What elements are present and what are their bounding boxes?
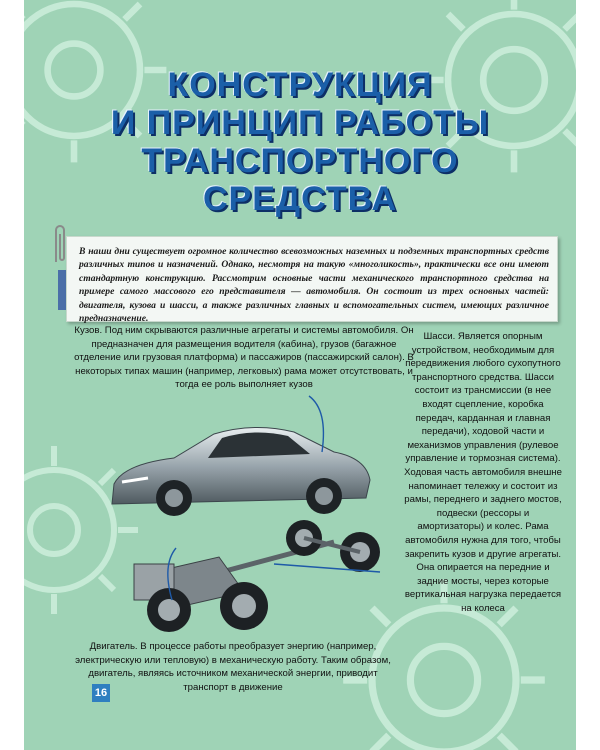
page-background: [24, 0, 576, 750]
engine-description: Двигатель. В процессе работы преобразует энергию (например, электрическую или тепловую) в механическую работу. Таким образом, двигатель, являясь источником механической энергии, приводит транспорт в движение: [75, 641, 391, 693]
page-number: 16: [92, 684, 110, 702]
title-line: СРЕДСТВА: [202, 180, 398, 218]
pointer-lines: [24, 0, 576, 750]
title-line: И ПРИНЦИП РАБОТЫ: [110, 104, 490, 142]
title-line: ТРАНСПОРТНОГО: [141, 142, 459, 180]
title-line: КОНСТРУКЦИЯ: [167, 66, 433, 104]
body-description: Кузов. Под ним скрываются различные агрегаты и системы автомобиля. Он предназначен для размещения водителя (кабина), грузов (багажное отделение или грузовая платформа) и пассажиров (пассажирский салон). В некоторых типах машин (например, легковых) рама может отсутствовать, и тогда ее роль выполняет кузов: [74, 325, 414, 391]
chassis-description: Шасси. Является опорным устройством, необходимым для передвижения любого сухопутного транспортного средства. Шасси состоит из трансмиссии (в нее входят сцепление, коробка передач, карданная и главная передачи), ходовой части и механизмов управления (рулевое управление и тормозная система). Ходовая часть автомобиля внешне напоминает тележку и состоит из рамы, переднего и заднего мостов, подвески (рессоры и амортизаторы) и колес. Рама автомобиля нужна для того, чтобы закрепить кузов и другие агрегаты. Она опирается на передние и задние мосты, через которые вертикальная нагрузка передается на колеса: [404, 331, 562, 614]
intro-box: В наши дни существует огромное количество всевозможных наземных и подземных транспортных средств различных типов и назначений. Однако, несмотря на такую «многоликость», практически все они имеют стандартную конструкцию. Рассмотрим основные части механического транспортного средства на примере самого массового его представителя — автомобиля. Он состоит из трех основных частей: двигателя, кузова и шасси, а также различных главных и вспомогательных систем, имеющих различное предназначение.: [66, 236, 558, 322]
